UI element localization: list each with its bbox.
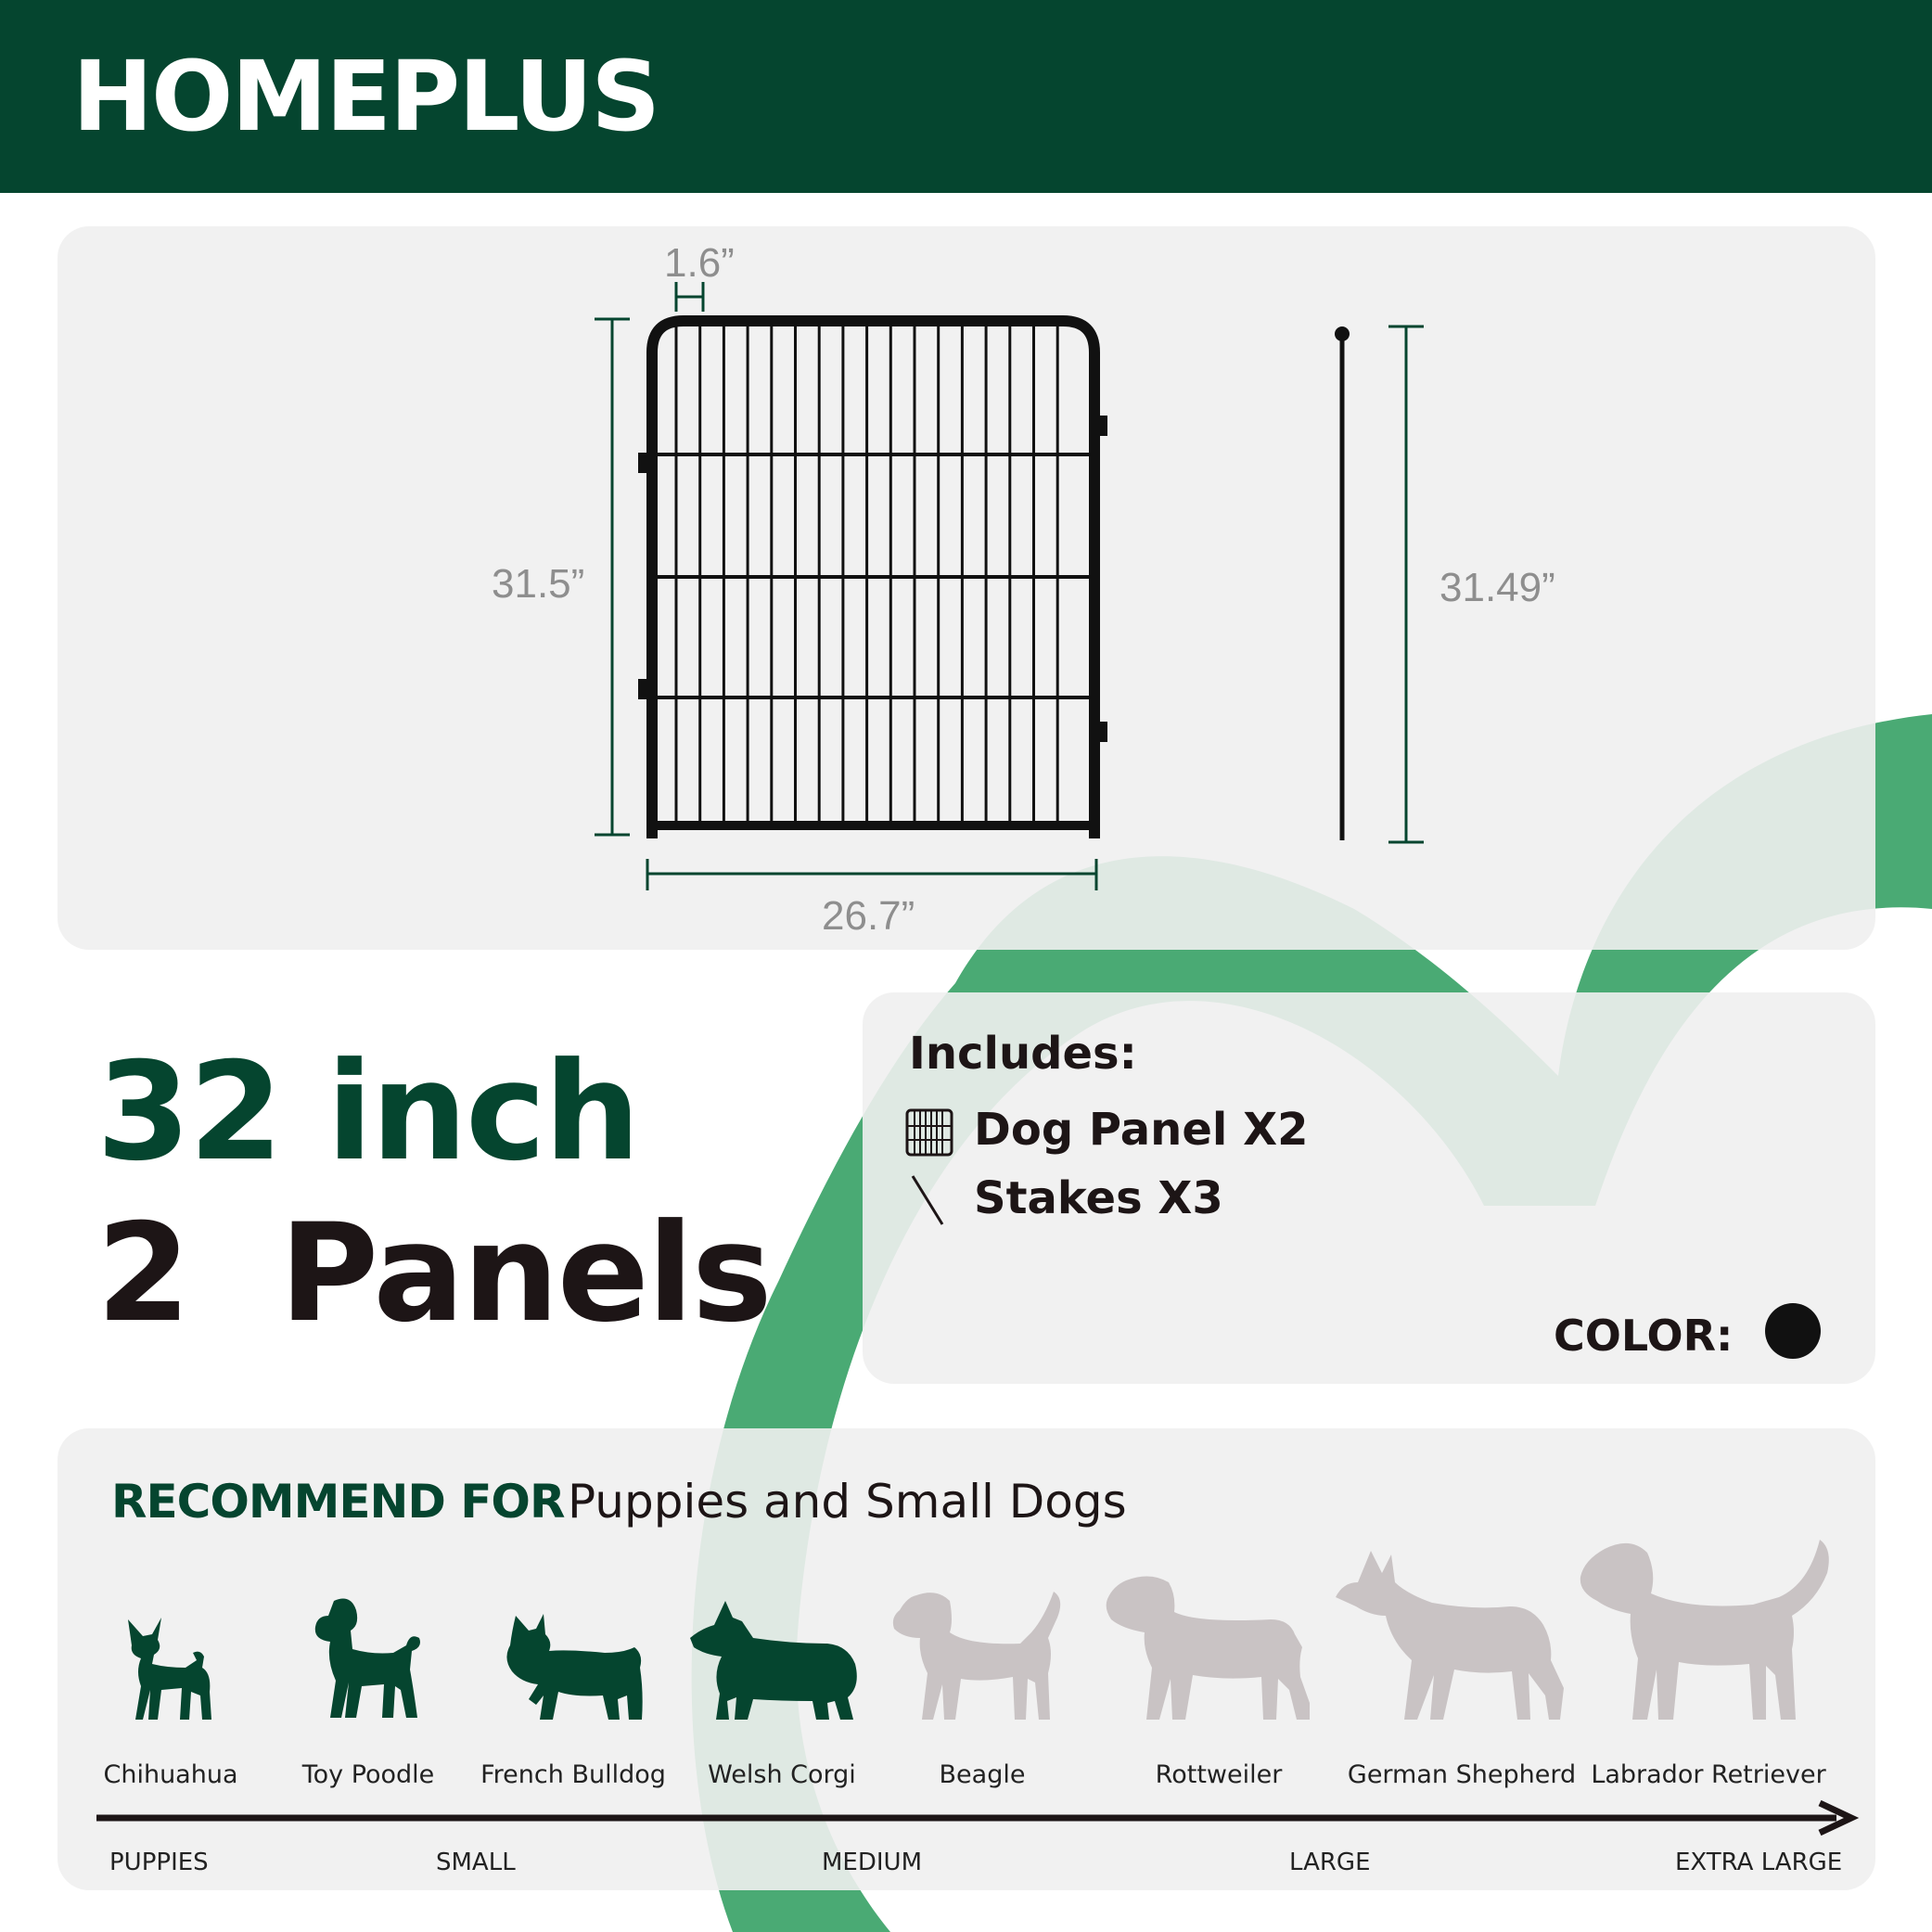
size-scale-arrow [93,1799,1864,1836]
breed-label: Toy Poodle [301,1760,435,1789]
size-medium: MEDIUM [822,1849,923,1876]
color-swatch [1765,1303,1821,1359]
french-bulldog-icon [503,1606,647,1723]
recommend-text: Puppies and Small Dogs [568,1475,1127,1529]
headline-size: 32 inch [96,1033,639,1191]
size-extra-large: EXTRA LARGE [1675,1849,1843,1876]
panel-icon [904,1107,954,1158]
breed-label: German Shepherd [1347,1760,1577,1789]
size-large: LARGE [1289,1849,1371,1876]
breed-label: Welsh Corgi [708,1760,856,1789]
includes-item-stakes: Stakes X3 [974,1172,1223,1224]
panel-height-label: 31.5” [492,561,585,607]
stake-drawing [1335,326,1350,840]
includes-item-panel: Dog Panel X2 [974,1104,1309,1156]
breed-label: Rottweiler [1155,1760,1283,1789]
german-shepherd-icon [1334,1545,1567,1723]
rottweiler-icon [1104,1567,1313,1723]
panel-width-label: 26.7” [822,893,915,939]
labrador-retriever-icon [1577,1536,1833,1723]
dog-panel-drawing [652,321,1094,835]
size-puppies: PUPPIES [109,1849,209,1876]
breed-label: Chihuahua [103,1760,238,1789]
breed-label: Labrador Retriever [1591,1760,1826,1789]
welsh-corgi-icon [688,1597,861,1723]
stake-height-label: 31.49” [1439,565,1555,610]
chihuahua-icon [121,1612,223,1723]
brand-logo: HOMEPLUS [72,40,659,153]
breed-label: French Bulldog [480,1760,666,1789]
includes-title: Includes: [909,1028,1137,1080]
bar-width-label: 1.6” [664,240,735,286]
stake-icon [909,1172,946,1228]
headline-panels: 2 Panels [96,1195,771,1352]
toy-poodle-icon [310,1593,430,1723]
recommend-label: RECOMMEND FOR [111,1475,565,1529]
beagle-icon [890,1580,1072,1723]
color-label: COLOR: [1554,1311,1734,1361]
breed-label: Beagle [939,1760,1026,1789]
size-small: SMALL [436,1849,516,1876]
